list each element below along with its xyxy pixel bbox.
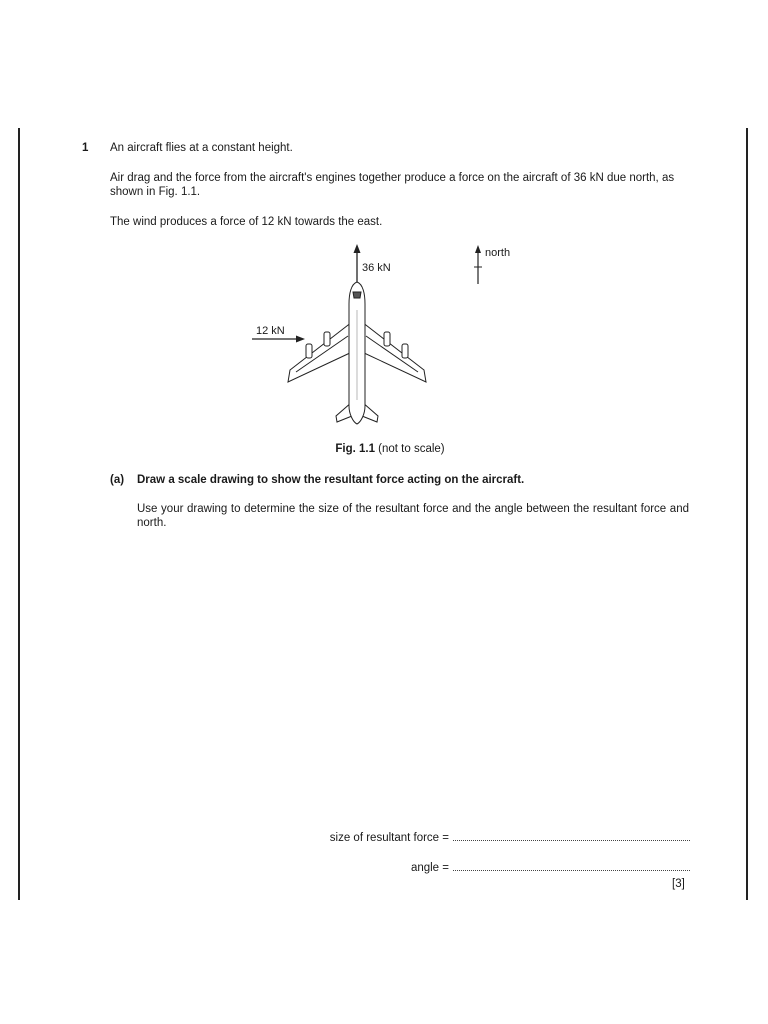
question-number: 1: [82, 142, 89, 154]
answer-row-angle: [300, 861, 690, 875]
left-margin-line: [18, 128, 20, 900]
label-north: north: [485, 247, 511, 259]
figure-caption: [315, 442, 465, 456]
part-a-instruction: Use your drawing to determine the size of the resultant force and the angle between the resultant force and north.: [137, 503, 689, 529]
figure-caption-number: Fig. 1.1: [335, 443, 375, 455]
label-36kn: 36 kN: [362, 262, 391, 274]
question-intro: An aircraft flies at a constant height.: [110, 142, 293, 154]
label-12kn: 12 kN: [256, 325, 285, 337]
figure-aircraft-diagram: [240, 240, 540, 440]
east-force-arrowhead: [296, 336, 305, 343]
figure-caption-note: (not to scale): [374, 443, 445, 455]
north-indicator-arrowhead: [475, 245, 481, 253]
angle-answer-line[interactable]: [453, 861, 690, 871]
aircraft-icon: [288, 282, 426, 424]
answer-row-size: [300, 831, 690, 845]
right-margin-line: [746, 128, 748, 900]
north-force-arrowhead: [354, 244, 361, 253]
size-answer-label: size of resultant force =: [329, 832, 449, 844]
part-a-task: Draw a scale drawing to show the resultant force acting on the aircraft.: [137, 474, 525, 486]
part-a-label: (a): [110, 474, 125, 486]
question-paragraph-wind: The wind produces a force of 12 kN towards the east.: [110, 216, 383, 228]
angle-answer-label: angle =: [410, 862, 449, 874]
marks-allocation: [3]: [672, 878, 685, 890]
size-answer-line[interactable]: [453, 831, 690, 841]
question-paragraph-forces: Air drag and the force from the aircraft's engines together produce a force on the aircraft of 36 kN due north, as shown in Fig. 1.1.: [110, 172, 675, 198]
